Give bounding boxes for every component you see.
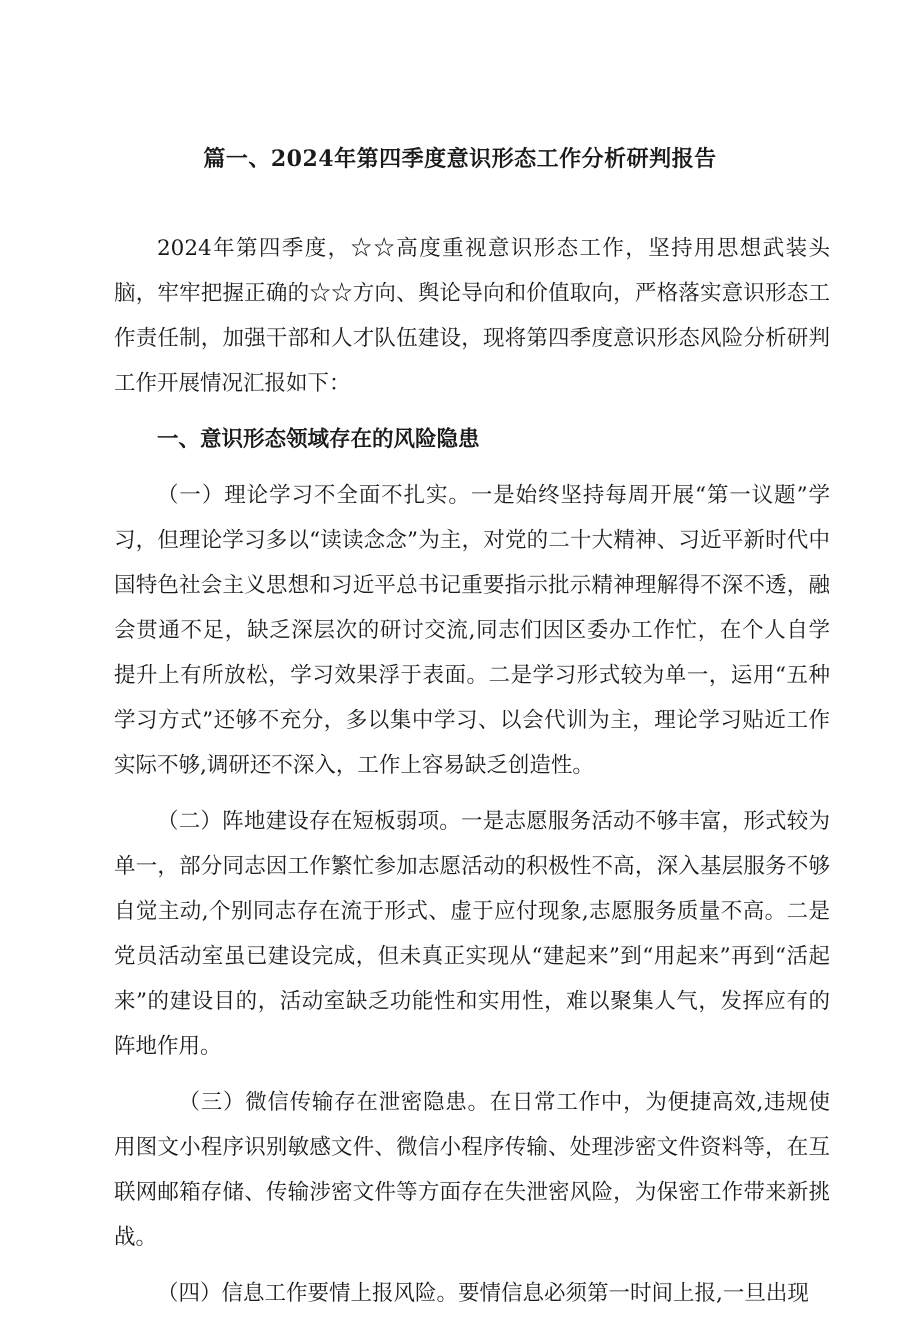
document-title: 篇一、2024年第四季度意识形态工作分析研判报告 bbox=[203, 146, 717, 172]
document-body bbox=[114, 226, 830, 1327]
intro-paragraph: 2024年第四季度，☆☆高度重视意识形态工作，坚持用思想武装头脑，牢牢把握正确的☆☆方向、舆论导向和价值取向，严格落实意识形态工作责任制，加强干部和人才队伍建设，现将第四季度意识形态风险分析研判工作开展情况汇报如下： bbox=[114, 236, 830, 396]
paragraph-3: （三）微信传输存在泄密隐患。在日常工作中，为便捷高效,违规使用图文小程序识别敏感文件、微信小程序传输、处理涉密文件资料等，在互联网邮箱存储、传输涉密文件等方面存在失泄密风险，为保密工作带来新挑战。 bbox=[114, 1090, 830, 1250]
section-heading: 一、意识形态领域存在的风险隐患 bbox=[157, 427, 480, 452]
paragraph-4: （四）信息工作要情上报风险。要情信息必须第一时间上报,一旦出现 bbox=[157, 1281, 809, 1306]
paragraph-1: （一）理论学习不全面不扎实。一是始终坚持每周开展“第一议题”学习，但理论学习多以“读读念念”为主，对党的二十大精神、习近平新时代中国特色社会主义思想和习近平总书记重要指示批示精神理解得不深不透，融会贯通不足，缺乏深层次的研讨交流,同志们因区委办工作忙，在个人自学提升上有所放松，学习效果浮于表面。二是学习形式较为单一，运用“五种学习方式”还够不充分，多以集中学习、以会代训为主，理论学习贴近工作实际不够,调研还不深入，工作上容易缺乏创造性。 bbox=[114, 483, 830, 778]
paragraph-2: （二）阵地建设存在短板弱项。一是志愿服务活动不够丰富，形式较为单一，部分同志因工作繁忙参加志愿活动的积极性不高，深入基层服务不够自觉主动,个别同志存在流于形式、虚于应付现象,志愿服务质量不高。二是党员活动室虽已建设完成，但未真正实现从“建起来”到“用起来”再到“活起来”的建设目的，活动室缺乏功能性和实用性，难以聚集人气，发挥应有的阵地作用。 bbox=[114, 809, 830, 1059]
